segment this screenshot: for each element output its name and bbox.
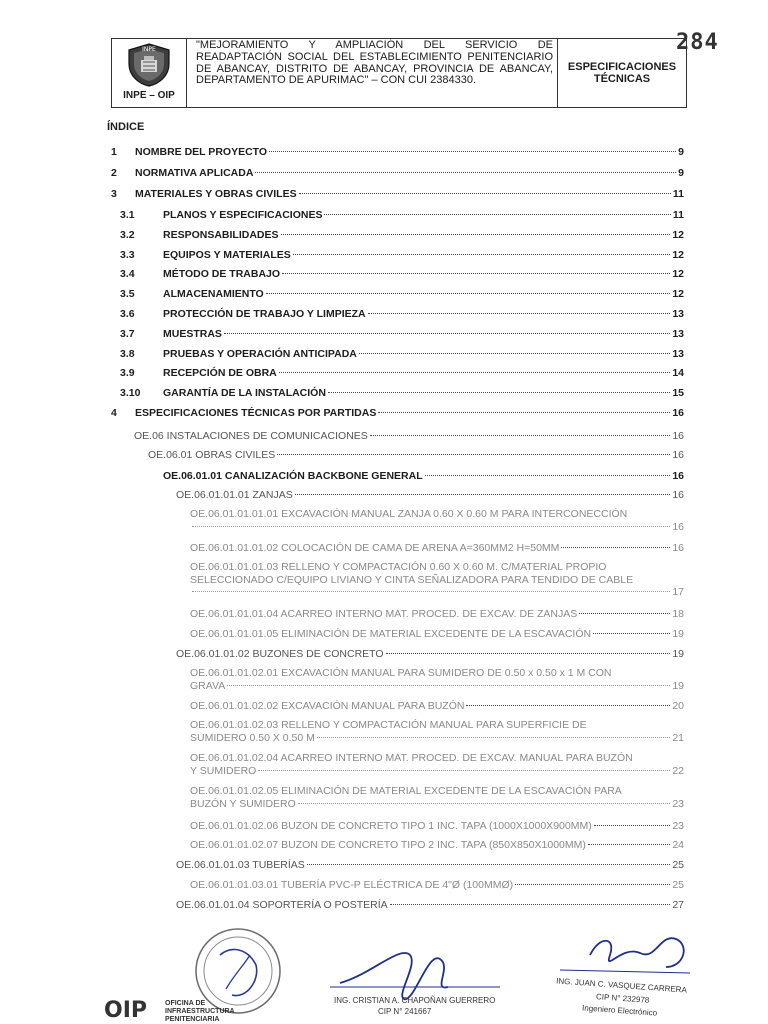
toc-entry[interactable]: [190, 508, 684, 533]
toc-entry-page: 13: [672, 348, 684, 360]
toc-entry[interactable]: [134, 430, 684, 442]
toc-entry-page: 19: [672, 628, 684, 640]
toc-entry-page: 16: [672, 407, 684, 419]
toc-entry-label: PROTECCIÓN DE TRABAJO Y LIMPIEZA: [163, 308, 366, 320]
inpe-emblem-text: INPE: [142, 46, 156, 53]
toc-leader-dots: [359, 353, 670, 354]
toc-entry-number: 3.3: [120, 249, 135, 261]
toc-leader-dots: [293, 254, 671, 255]
toc-entry-number: 3.5: [120, 288, 135, 300]
toc-entry-label: OE.06.01.01.03.01 TUBERÍA PVC-P ELÉCTRICA DE 4"Ø (100MMØ): [190, 879, 514, 891]
toc-leader-dots: [266, 293, 671, 294]
toc-leader-dots: [579, 613, 670, 614]
toc-leader-dots: [255, 172, 676, 173]
toc-entry-label: RESPONSABILIDADES: [163, 229, 279, 241]
toc-entry-number: 2: [111, 167, 117, 179]
toc-entry[interactable]: [120, 308, 684, 320]
toc-entry-number: 3.2: [120, 229, 135, 241]
toc-entry[interactable]: [190, 839, 684, 851]
toc-entry-label: MATERIALES Y OBRAS CIVILES: [135, 188, 297, 200]
toc-entry-label: NOMBRE DEL PROYECTO: [135, 146, 268, 158]
toc-entry-label: OE.06.01.01.01 ZANJAS: [176, 489, 293, 501]
toc-entry[interactable]: [190, 879, 684, 891]
toc-leader-dots: [295, 494, 671, 495]
toc-entry[interactable]: [190, 820, 684, 832]
toc-entry[interactable]: [176, 899, 684, 911]
toc-entry[interactable]: [190, 608, 684, 620]
toc-leader-dots: [317, 737, 670, 738]
toc-entry[interactable]: [190, 542, 684, 554]
toc-entry-number: 3.8: [120, 348, 135, 360]
toc-leader-dots: [466, 705, 670, 706]
toc-entry-number: 3: [111, 188, 117, 200]
toc-entry-label: OE.06.01.01.02.07 BUZON DE CONCRETO TIPO 2 INC. TAPA (850X850X1000MM): [190, 839, 586, 851]
left-signer-name: ING. CRISTIAN A. CHAPOÑAN GUERRERO: [334, 996, 496, 1005]
toc-entry-page: 21: [672, 731, 684, 744]
toc-entry-label: GARANTÍA DE LA INSTALACIÓN: [163, 387, 326, 399]
toc-entry[interactable]: [120, 328, 684, 340]
toc-entry-label-cont: SELECCIONADO C/EQUIPO LIVIANO Y CINTA SEÑALIZADORA PARA TENDIDO DE CABLE: [190, 573, 634, 586]
toc-entry-label: OE.06.01.01.02.02 EXCAVACIÓN MANUAL PARA BUZÓN: [190, 700, 465, 712]
toc-entry-label: OE.06.01 OBRAS CIVILES: [148, 449, 276, 461]
toc-entry[interactable]: [148, 449, 684, 461]
toc-entry-page: 25: [672, 879, 684, 891]
toc-entry-label: OE.06.01.01.02.03 RELLENO Y COMPACTACIÓN MANUAL PARA SUPERFICIE DE: [190, 719, 587, 731]
toc-leader-dots: [192, 591, 670, 592]
toc-entry-label: MÉTODO DE TRABAJO: [163, 268, 281, 280]
toc-entry-label: OE.06.01.01.02.01 EXCAVACIÓN MANUAL PARA SUMIDERO DE 0.50 x 0.50 x 1 M CON: [190, 667, 612, 679]
toc-leader-dots: [425, 475, 671, 476]
toc-entry[interactable]: [120, 268, 684, 280]
toc-entry[interactable]: [190, 561, 684, 599]
toc-entry-page: 16: [672, 520, 684, 533]
toc-entry-number: 3.1: [120, 209, 135, 221]
toc-entry-page: 17: [672, 586, 684, 598]
toc-entry-number: 3.9: [120, 367, 135, 379]
toc-entry[interactable]: [190, 700, 684, 712]
toc-leader-dots: [593, 633, 670, 634]
toc-entry[interactable]: [176, 489, 684, 501]
toc-entry-label: OE.06.01.01.03 TUBERÍAS: [176, 859, 305, 871]
toc-entry-page: 27: [672, 899, 684, 911]
toc-entry[interactable]: [120, 348, 684, 360]
toc-entry-number: 3.4: [120, 268, 135, 280]
toc-entry-page: 24: [672, 839, 684, 851]
toc-entry-label: OE.06.01.01.02.04 ACARREO INTERNO MAT. PROCED. DE EXCAV. MANUAL PARA BUZÓN: [190, 752, 633, 764]
toc-entry[interactable]: [111, 146, 684, 158]
toc-entry-page: 18: [672, 608, 684, 620]
toc-entry[interactable]: [190, 628, 684, 640]
toc-leader-dots: [594, 825, 671, 826]
toc-entry[interactable]: [111, 407, 684, 419]
toc-entry-label: NORMATIVA APLICADA: [135, 167, 254, 179]
oip-logo-text: OFICINA DE INFRAESTRUCTURA PENITENCIARIA: [165, 1000, 235, 1023]
right-signature-icon: [560, 938, 690, 973]
toc-entry-label: PRUEBAS Y OPERACIÓN ANTICIPADA: [163, 348, 357, 360]
toc-leader-dots: [282, 273, 670, 274]
toc-heading: ÍNDICE: [107, 121, 145, 133]
toc-entry-label: OE.06.01.01 CANALIZACIÓN BACKBONE GENERAL: [163, 470, 423, 482]
document-header: [111, 38, 687, 108]
toc-entry-label: OE.06.01.01.02.05 ELIMINACIÓN DE MATERIAL EXCEDENTE DE LA ESCAVACIÓN PARA: [190, 785, 622, 797]
toc-leader-dots: [224, 333, 670, 334]
toc-leader-dots: [258, 770, 670, 771]
toc-leader-dots: [324, 214, 670, 215]
toc-entry-page: 20: [672, 700, 684, 712]
toc-entry[interactable]: [163, 470, 684, 482]
toc-entry-label-cont: Y SUMIDERO: [190, 764, 257, 777]
project-title: "MEJORAMIENTO Y AMPLIACIÓN DEL SERVICIO DE READAPTACIÓN SOCIAL DEL ESTABLECIMIENTO PENITENCIARIO DE ABANCAY, DISTRITO DE ABANCAY, PROVINCIA DE ABANCAY, DEPARTAMENTO DE APURIMAC" – CON CUI 2384330.: [187, 39, 558, 107]
toc-entry[interactable]: [111, 188, 684, 200]
toc-entry-number: 3.10: [120, 387, 141, 399]
toc-leader-dots: [279, 372, 671, 373]
toc-leader-dots: [277, 454, 670, 455]
right-signer-name: ING. JUAN C. VASQUEZ CARRERA: [555, 976, 688, 995]
right-signer-title: Ingeniero Electrónico: [581, 1003, 658, 1018]
page-number: 284: [676, 30, 719, 55]
toc-entry-number: 3.7: [120, 328, 135, 340]
toc-entry-page: 25: [672, 859, 684, 871]
toc-entry[interactable]: [190, 752, 684, 777]
toc-entry[interactable]: [120, 209, 684, 221]
toc-entry-page: 12: [672, 229, 684, 241]
toc-entry-page: 16: [672, 542, 684, 554]
toc-entry-label: MUESTRAS: [163, 328, 222, 340]
toc-leader-dots: [269, 151, 676, 152]
toc-entry-label: OE.06.01.01.01.02 COLOCACIÓN DE CAMA DE ARENA A=360MM2 H=50MM: [190, 542, 560, 554]
toc-entry-page: 16: [672, 470, 684, 482]
toc-entry[interactable]: [190, 785, 684, 810]
toc-leader-dots: [386, 653, 671, 654]
toc-entry-label: OE.06.01.01.04 SOPORTERÍA O POSTERÍA: [176, 899, 388, 911]
toc-leader-dots: [515, 884, 670, 885]
toc-entry-page: 12: [672, 268, 684, 280]
spec-label: ESPECIFICACIONES TÉCNICAS: [567, 61, 677, 85]
toc-entry-page: 11: [672, 209, 684, 221]
toc-entry[interactable]: [176, 648, 684, 660]
toc-entry[interactable]: [120, 367, 684, 379]
toc-entry-page: 13: [672, 308, 684, 320]
toc-entry-page: 12: [672, 249, 684, 261]
toc-leader-dots: [281, 234, 671, 235]
toc-entry-label-cont: BUZÓN Y SUMIDERO: [190, 797, 296, 810]
toc-entry[interactable]: [190, 667, 684, 692]
toc-entry[interactable]: [176, 859, 684, 871]
toc-entry-number: 3.6: [120, 308, 135, 320]
toc-entry[interactable]: [190, 719, 684, 744]
left-signature-icon: [330, 953, 500, 999]
toc-entry-label: ESPECIFICACIONES TÉCNICAS POR PARTIDAS: [135, 407, 377, 419]
toc-leader-dots: [298, 803, 671, 804]
toc-entry-label: OE.06.01.01.02 BUZONES DE CONCRETO: [176, 648, 384, 660]
toc-entry[interactable]: [120, 288, 684, 300]
toc-entry-label: ALMACENAMIENTO: [163, 288, 264, 300]
org-label: INPE – OIP: [123, 90, 175, 101]
toc-entry[interactable]: [120, 229, 684, 241]
toc-entry-label: RECEPCIÓN DE OBRA: [163, 367, 277, 379]
toc-leader-dots: [561, 547, 670, 548]
toc-leader-dots: [390, 904, 671, 905]
toc-entry-page: 11: [672, 188, 684, 200]
toc-leader-dots: [192, 526, 670, 527]
toc-leader-dots: [588, 844, 670, 845]
toc-entry-page: 13: [672, 328, 684, 340]
toc-entry-page: 19: [672, 679, 684, 692]
toc-entry-label-cont: SUMIDERO 0.50 X 0.50 M: [190, 731, 315, 744]
toc-entry-page: 22: [672, 764, 684, 777]
toc-leader-dots: [227, 685, 670, 686]
toc-entry-page: 19: [672, 648, 684, 660]
toc-entry-label: OE.06.01.01.01.03 RELLENO Y COMPACTACIÓN 0.60 X 0.60 M. C/MATERIAL PROPIO: [190, 561, 607, 573]
toc-entry-label: PLANOS Y ESPECIFICACIONES: [163, 209, 323, 221]
toc-entry-page: 16: [672, 449, 684, 461]
toc-entry-page: 12: [672, 288, 684, 300]
toc-entry-label: OE.06.01.01.01.01 EXCAVACIÓN MANUAL ZANJA 0.60 X 0.60 M PARA INTERCONECCIÓN: [190, 508, 628, 520]
toc-entry-label: OE.06.01.01.01.04 ACARREO INTERNO MAT. PROCED. DE EXCAV. DE ZANJAS: [190, 608, 578, 620]
toc-entry-label: EQUIPOS Y MATERIALES: [163, 249, 291, 261]
toc-entry-page: 16: [672, 430, 684, 442]
toc-entry[interactable]: [111, 167, 684, 179]
toc-entry-page: 15: [672, 387, 684, 399]
toc-entry-label: OE.06.01.01.02.06 BUZON DE CONCRETO TIPO 1 INC. TAPA (1000X1000X900MM): [190, 820, 592, 832]
toc-leader-dots: [328, 392, 670, 393]
toc-entry-page: 14: [672, 367, 684, 379]
oip-logo: OIP: [104, 998, 148, 1023]
toc-entry-page: 23: [672, 797, 684, 810]
toc-entry-label: OE.06 INSTALACIONES DE COMUNICACIONES: [134, 430, 368, 442]
right-signer-cip: CIP N° 232978: [595, 992, 650, 1005]
inpe-emblem-icon: [124, 42, 174, 88]
toc-entry-number: 1: [111, 146, 117, 158]
inpe-logo-cell: [112, 39, 187, 107]
toc-entry-label: OE.06.01.01.01.05 ELIMINACIÓN DE MATERIAL EXCEDENTE DE LA ESCAVACIÓN: [190, 628, 592, 640]
toc-entry[interactable]: [120, 249, 684, 261]
toc-leader-dots: [299, 193, 671, 194]
toc-entry-label-cont: GRAVA: [190, 679, 226, 692]
toc-leader-dots: [378, 412, 670, 413]
toc-entry-page: 9: [678, 146, 684, 158]
toc-leader-dots: [368, 313, 671, 314]
toc-leader-dots: [370, 435, 671, 436]
toc-entry-page: 23: [672, 820, 684, 832]
toc-leader-dots: [307, 864, 671, 865]
toc-entry-page: 9: [678, 167, 684, 179]
left-signer-cip: CIP N° 241667: [378, 1007, 432, 1016]
toc-entry-page: 16: [672, 489, 684, 501]
toc-entry[interactable]: [120, 387, 684, 399]
toc-entry-number: 4: [111, 407, 117, 419]
